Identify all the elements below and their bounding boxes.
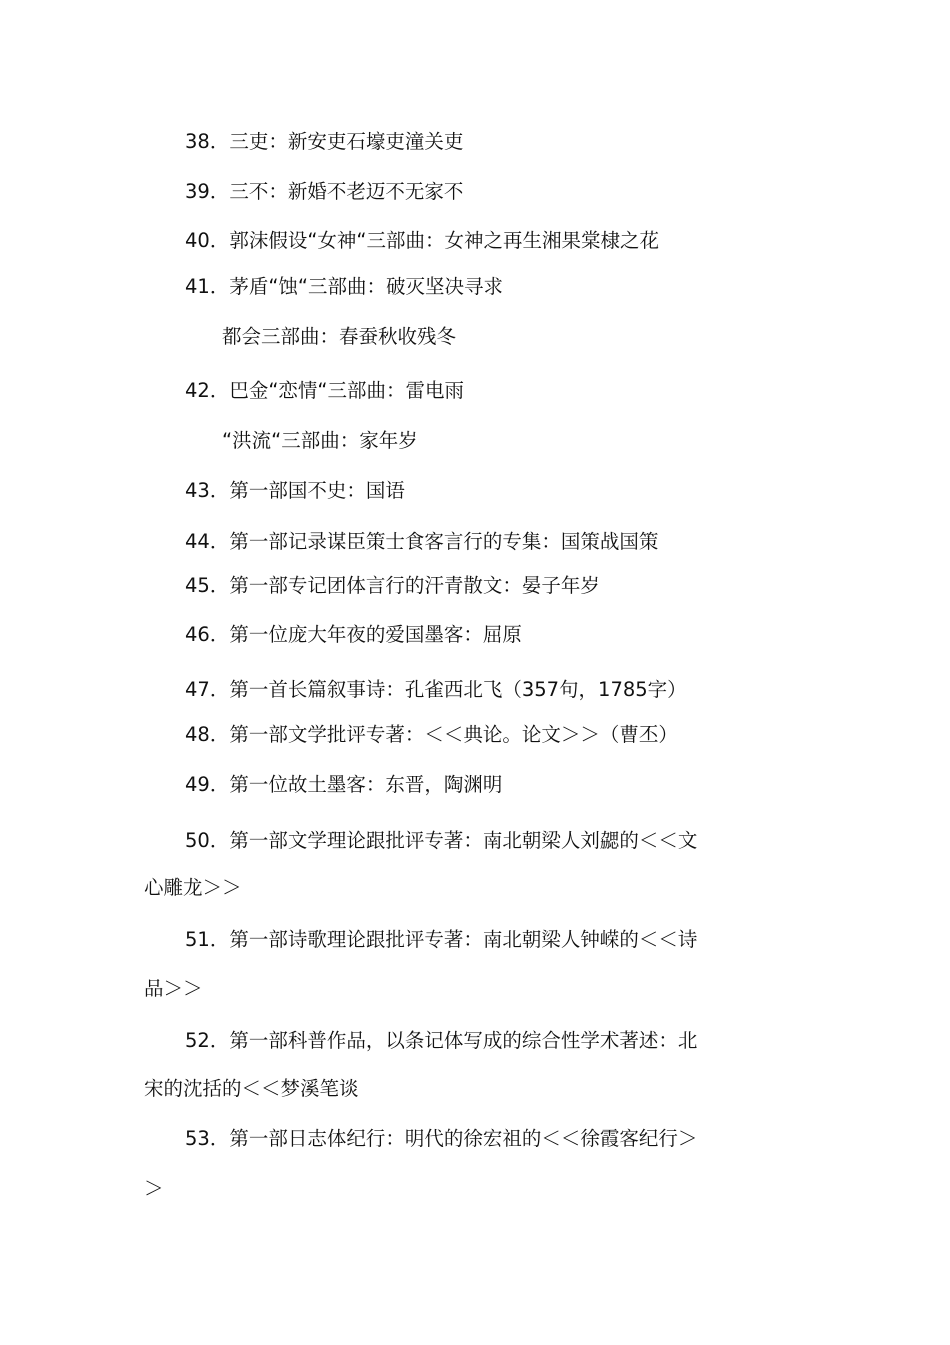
entry-44: 44．第一部记录谋臣策士食客言行的专集：国策战国策 [185, 530, 659, 553]
entry-53-cont: ＞ [144, 1177, 164, 1200]
entry-50: 50．第一部文学理论跟批评专著：南北朝梁人刘勰的＜＜文 [185, 829, 698, 852]
entry-46: 46．第一位庞大年夜的爱国墨客：屈原 [185, 623, 522, 646]
entry-41: 41．茅盾“蚀“三部曲：破灭坚决寻求 [185, 275, 504, 298]
entry-47: 47．第一首长篇叙事诗：孔雀西北飞（357句，1785字） [185, 678, 687, 701]
entry-51: 51．第一部诗歌理论跟批评专著：南北朝梁人钟嵘的＜＜诗 [185, 928, 698, 951]
entry-38: 38．三吏：新安吏石壕吏潼关吏 [185, 130, 464, 153]
entry-50-cont: 心雕龙＞＞ [144, 876, 242, 899]
entry-49: 49．第一位故土墨客：东晋，陶渊明 [185, 773, 503, 796]
entry-53: 53．第一部日志体纪行：明代的徐宏祖的＜＜徐霞客纪行＞ [185, 1127, 698, 1150]
entry-52: 52．第一部科普作品，以条记体写成的综合性学术著述：北 [185, 1029, 698, 1052]
entry-52-cont: 宋的沈括的＜＜梦溪笔谈 [144, 1077, 359, 1100]
entry-42: 42．巴金“恋情“三部曲：雷电雨 [185, 379, 465, 402]
entry-48: 48．第一部文学批评专著：＜＜典论。论文＞＞（曹丕） [185, 723, 678, 746]
entry-41-sub: 都会三部曲：春蚕秋收残冬 [222, 325, 457, 348]
entry-43: 43．第一部国不史：国语 [185, 479, 405, 502]
entry-42-sub: “洪流“三部曲：家年岁 [222, 429, 418, 452]
entry-40: 40．郭沫假设“女神“三部曲：女神之再生湘果棠棣之花 [185, 229, 660, 252]
entry-51-cont: 品＞＞ [144, 977, 203, 1000]
entry-45: 45．第一部专记团体言行的汗青散文：晏子年岁 [185, 574, 600, 597]
entry-39: 39．三不：新婚不老迈不无家不 [185, 180, 464, 203]
